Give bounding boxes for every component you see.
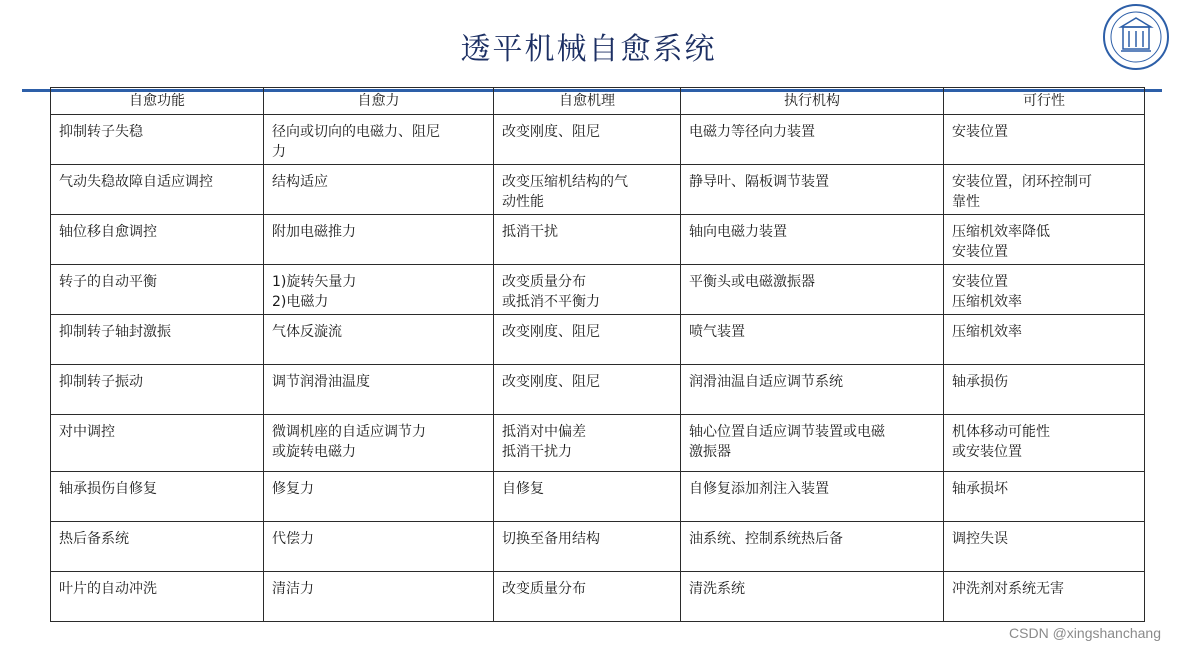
table-cell-actuator [681, 522, 944, 572]
cell-text-line: 修复力 [272, 481, 314, 497]
cell-text-line: 安装位置 [952, 244, 1008, 260]
cell-text-line: 压缩机效率 [952, 324, 1022, 340]
table-cell-actuator [681, 165, 944, 215]
table-cell-force [264, 365, 494, 415]
table-cell-force [264, 115, 494, 165]
table-cell-mechanism [494, 215, 681, 265]
column-header: 执行机构 [681, 88, 944, 115]
university-seal-icon [1102, 3, 1170, 71]
table-header-row [51, 88, 1145, 115]
table-cell-function [51, 315, 264, 365]
table-row [51, 572, 1145, 622]
cell-text-line: 清洁力 [272, 581, 314, 597]
cell-text-line: 电磁力等径向力装置 [689, 124, 815, 140]
table-cell-mechanism [494, 315, 681, 365]
table-cell-force [264, 215, 494, 265]
cell-text-line: 气动失稳故障自适应调控 [59, 174, 213, 190]
table-cell-feasibility [944, 165, 1145, 215]
table-cell-actuator [681, 365, 944, 415]
cell-text-line: 自修复 [502, 481, 544, 497]
table-cell-actuator [681, 115, 944, 165]
watermark: CSDN @xingshanchang [1009, 625, 1161, 641]
table-cell-force [264, 522, 494, 572]
cell-text-line: 喷气装置 [689, 324, 745, 340]
table-cell-function [51, 572, 264, 622]
cell-text-line: 改变刚度、阻尼 [502, 374, 600, 390]
column-header: 自愈力 [264, 88, 494, 115]
column-header: 自愈机理 [494, 88, 681, 115]
table-cell-actuator [681, 472, 944, 522]
table-cell-function [51, 115, 264, 165]
cell-text-line: 力 [272, 144, 286, 160]
cell-text-line: 抑制转子失稳 [59, 124, 143, 140]
cell-text-line: 轴承损伤自修复 [59, 481, 157, 497]
cell-text-line: 转子的自动平衡 [59, 274, 157, 290]
cell-text-line: 切换至备用结构 [502, 531, 600, 547]
table-cell-force [264, 572, 494, 622]
cell-text-line: 抑制转子振动 [59, 374, 143, 390]
cell-text-line: 激振器 [689, 444, 731, 460]
cell-text-line: 径向或切向的电磁力、阻尼 [272, 124, 440, 140]
table-cell-mechanism [494, 415, 681, 472]
cell-text-line: 微调机座的自适应调节力 [272, 424, 426, 440]
table-cell-feasibility [944, 365, 1145, 415]
table-cell-mechanism [494, 365, 681, 415]
table-cell-actuator [681, 315, 944, 365]
cell-text-line: 静导叶、隔板调节装置 [689, 174, 829, 190]
table-cell-force [264, 165, 494, 215]
table-cell-force [264, 415, 494, 472]
cell-text-line: 清洗系统 [689, 581, 745, 597]
cell-text-line: 动性能 [502, 194, 544, 210]
cell-text-line: 改变刚度、阻尼 [502, 124, 600, 140]
cell-text-line: 或旋转电磁力 [272, 444, 356, 460]
cell-text-line: 代偿力 [272, 531, 314, 547]
cell-text-line: 润滑油温自适应调节系统 [689, 374, 843, 390]
column-header: 自愈功能 [51, 88, 264, 115]
cell-text-line: 轴心位置自适应调节装置或电磁 [689, 424, 885, 440]
page-title: 透平机械自愈系统 [460, 32, 717, 67]
cell-text-line: 安装位置，闭环控制可 [952, 174, 1092, 190]
table-cell-function [51, 415, 264, 472]
cell-text-line: 调节润滑油温度 [272, 374, 370, 390]
table-cell-mechanism [494, 472, 681, 522]
cell-text-line: 抵消干扰力 [502, 444, 572, 460]
cell-text-line: 改变质量分布 [502, 581, 586, 597]
table-row [51, 522, 1145, 572]
table-row [51, 265, 1145, 315]
table-cell-function [51, 365, 264, 415]
cell-text-line: 抵消干扰 [502, 224, 558, 240]
cell-text-line: 冲洗剂对系统无害 [952, 581, 1064, 597]
cell-text-line: 压缩机效率降低 [952, 224, 1050, 240]
table-cell-feasibility [944, 572, 1145, 622]
table-cell-function [51, 522, 264, 572]
cell-text-line: 2)电磁力 [272, 294, 329, 310]
table-cell-feasibility [944, 315, 1145, 365]
cell-text-line: 改变刚度、阻尼 [502, 324, 600, 340]
cell-text-line: 叶片的自动冲洗 [59, 581, 157, 597]
table-row [51, 365, 1145, 415]
table-cell-mechanism [494, 572, 681, 622]
table-cell-actuator [681, 215, 944, 265]
table-cell-force [264, 265, 494, 315]
cell-text-line: 安装位置 [952, 124, 1008, 140]
table-cell-force [264, 315, 494, 365]
cell-text-line: 机体移动可能性 [952, 424, 1050, 440]
cell-text-line: 抑制转子轴封激振 [59, 324, 171, 340]
cell-text-line: 热后备系统 [59, 531, 129, 547]
table-row [51, 115, 1145, 165]
table-row [51, 165, 1145, 215]
table-cell-feasibility [944, 522, 1145, 572]
table-cell-function [51, 215, 264, 265]
cell-text-line: 自修复添加剂注入装置 [689, 481, 829, 497]
table-cell-feasibility [944, 472, 1145, 522]
table-cell-mechanism [494, 165, 681, 215]
cell-text-line: 对中调控 [59, 424, 115, 440]
table-cell-mechanism [494, 522, 681, 572]
table-cell-mechanism [494, 115, 681, 165]
cell-text-line: 轴承损坏 [952, 481, 1008, 497]
table-cell-actuator [681, 265, 944, 315]
table-row [51, 415, 1145, 472]
table-cell-feasibility [944, 115, 1145, 165]
cell-text-line: 或安装位置 [952, 444, 1022, 460]
table-cell-feasibility [944, 265, 1145, 315]
cell-text-line: 安装位置 [952, 274, 1008, 290]
cell-text-line: 轴向电磁力装置 [689, 224, 787, 240]
column-header: 可行性 [944, 88, 1145, 115]
cell-text-line: 改变压缩机结构的气 [502, 174, 628, 190]
cell-text-line: 轴位移自愈调控 [59, 224, 157, 240]
cell-text-line: 压缩机效率 [952, 294, 1022, 310]
table-cell-function [51, 165, 264, 215]
cell-text-line: 附加电磁推力 [272, 224, 356, 240]
table-cell-force [264, 472, 494, 522]
table-cell-function [51, 472, 264, 522]
table-cell-actuator [681, 415, 944, 472]
cell-text-line: 抵消对中偏差 [502, 424, 586, 440]
cell-text-line: 平衡头或电磁激振器 [689, 274, 815, 290]
cell-text-line: 1)旋转矢量力 [272, 274, 357, 290]
cell-text-line: 靠性 [952, 194, 980, 210]
cell-text-line: 气体反漩流 [272, 324, 342, 340]
table-row [51, 315, 1145, 365]
cell-text-line: 改变质量分布 [502, 274, 586, 290]
cell-text-line: 油系统、控制系统热后备 [689, 531, 843, 547]
table-cell-actuator [681, 572, 944, 622]
table-cell-feasibility [944, 215, 1145, 265]
cell-text-line: 轴承损伤 [952, 374, 1008, 390]
cell-text-line: 或抵消不平衡力 [502, 294, 600, 310]
table-row [51, 472, 1145, 522]
self-healing-table [50, 87, 1145, 622]
cell-text-line: 结构适应 [272, 174, 328, 190]
cell-text-line: 调控失误 [952, 531, 1008, 547]
table-cell-function [51, 265, 264, 315]
table-cell-mechanism [494, 265, 681, 315]
table-row [51, 215, 1145, 265]
table-cell-feasibility [944, 415, 1145, 472]
